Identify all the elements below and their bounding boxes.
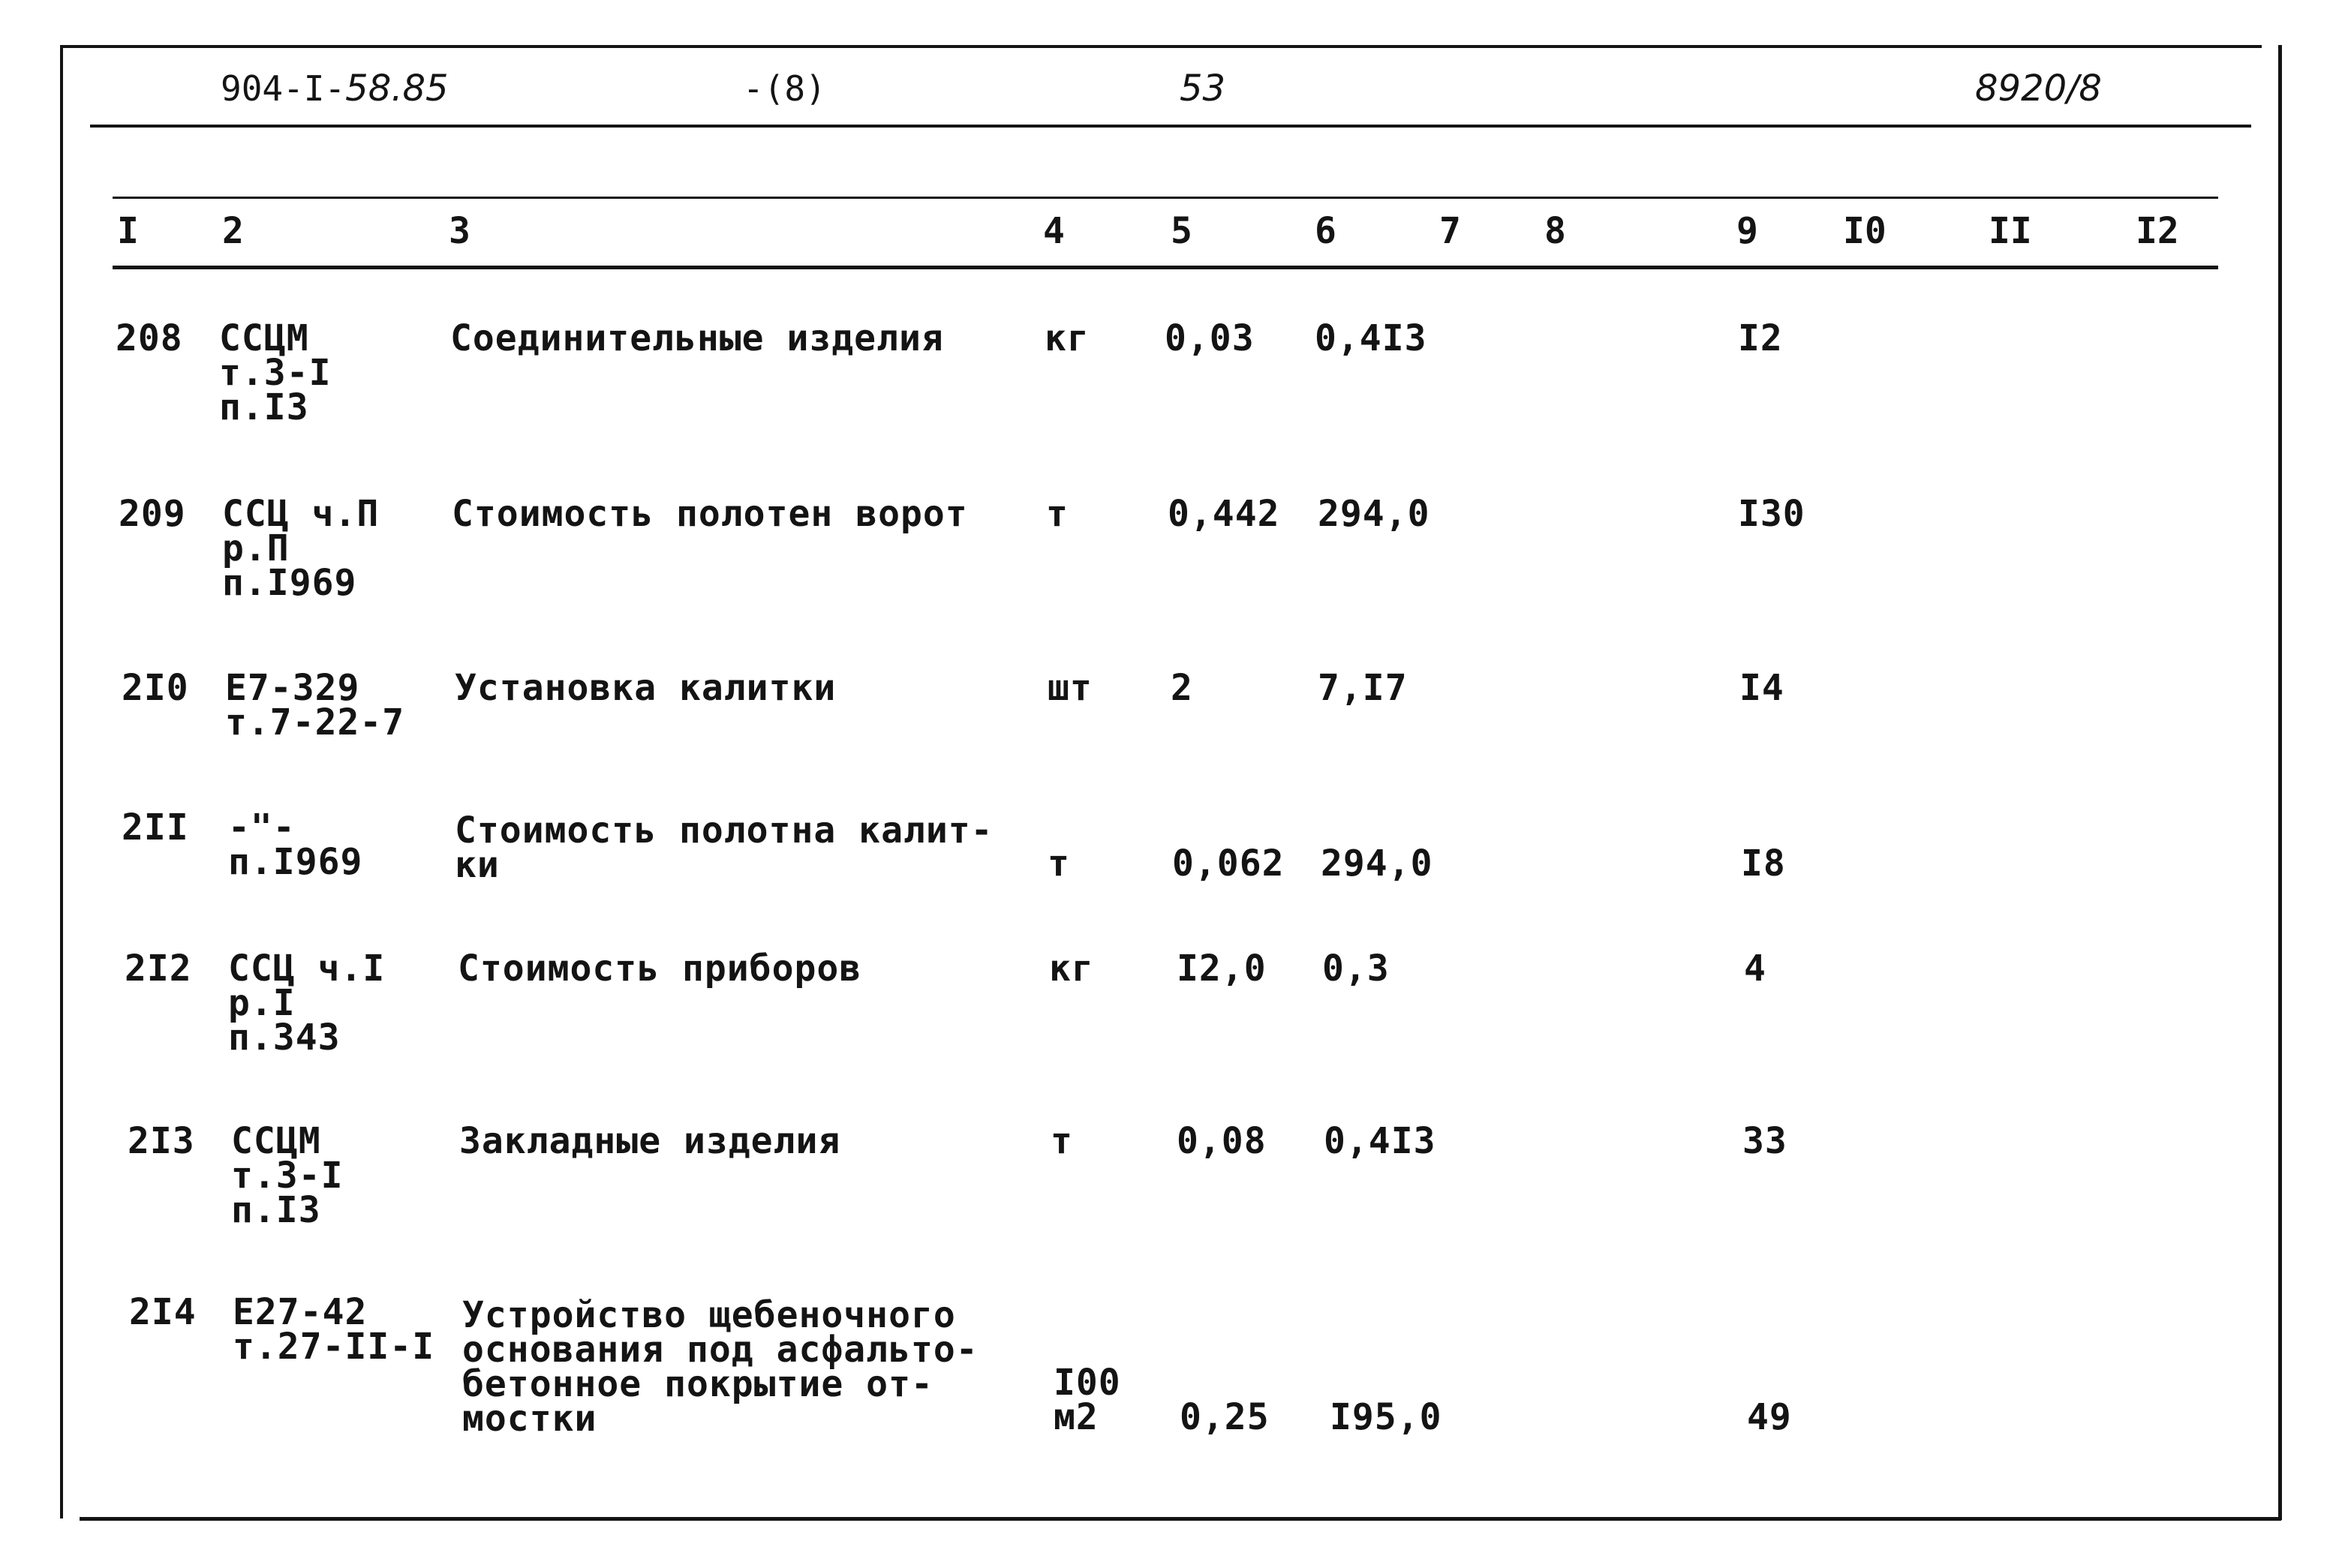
item-name [459,1120,841,1162]
column-number-1: I [117,210,139,252]
column-number-7: 7 [1439,210,1461,252]
row-number: 209 [119,493,186,535]
name-line: Стоимость полотен ворот [452,493,968,535]
unit-line: т [1051,1120,1073,1162]
reference-line: р.П [222,527,290,569]
quantity: 0,062 [1172,843,1285,885]
quantity: 0,03 [1165,317,1255,359]
stamp-underline [90,125,2251,128]
quantity: 2 [1171,667,1193,709]
price-reference [231,1120,344,1231]
column-number-2: 2 [222,210,244,252]
reference-line: т.3-I [231,1155,344,1197]
row-number: 2I4 [129,1291,197,1333]
unit [1046,493,1069,535]
unit-price: I95,0 [1330,1396,1442,1438]
unit-price: 294,0 [1318,493,1430,535]
document-code [221,68,449,110]
unit [1049,948,1094,990]
name-line: мостки [462,1398,597,1440]
document-code-prefix: 904-I- [221,68,346,109]
unit [1051,1120,1073,1162]
name-line: Закладные изделия [459,1120,841,1162]
item-name [462,1294,979,1440]
unit-line: кг [1045,317,1090,359]
reference-line: п.I3 [231,1189,321,1231]
column-number-5: 5 [1171,210,1192,252]
unit-price: 0,4I3 [1315,317,1427,359]
document-code-suffix: 58.85 [345,68,449,110]
reference-line: т.27-II-I [233,1326,435,1368]
column-number-3: 3 [449,210,471,252]
column-number-12: I2 [2136,210,2179,252]
row-number: 2II [122,807,189,849]
frame-top-border [60,45,2262,48]
name-line: Устройство щебеночного [462,1294,956,1336]
item-name [455,667,837,709]
total-cost: I4 [1739,667,1784,709]
reference-line: Е7-329 [225,667,360,709]
table-header-bottom-rule [113,266,2218,269]
column-number-4: 4 [1043,210,1065,252]
unit [1048,667,1093,709]
total-cost: I30 [1738,493,1805,535]
unit [1054,1362,1121,1438]
row-number: 2I3 [128,1120,195,1162]
unit-line: м2 [1054,1396,1099,1438]
name-line: Установка калитки [455,667,837,709]
reference-line: п.343 [228,1017,341,1059]
column-number-9: 9 [1736,210,1758,252]
unit-line: кг [1049,948,1094,990]
reference-line: р.I [228,982,296,1024]
price-reference [222,493,380,604]
row-number: 2I2 [125,948,192,990]
unit-price: 7,I7 [1318,667,1408,709]
unit-price: 294,0 [1321,843,1433,885]
column-number-10: I0 [1843,210,1887,252]
price-reference [228,807,363,883]
reference-line: т.7-22-7 [225,701,405,743]
frame-left-border [60,45,63,1518]
name-line: Стоимость приборов [458,948,862,990]
reference-line: Е27-42 [233,1291,368,1333]
reference-line: ССЦ ч.П [222,493,380,535]
table-header-top-rule [113,197,2218,199]
frame-bottom-border [80,1517,2281,1521]
price-reference [233,1291,435,1368]
quantity: 0,08 [1177,1120,1267,1162]
reference-line: -"- [228,807,296,849]
part-number: -(8) [743,68,826,109]
total-cost: I8 [1741,843,1786,885]
quantity: 0,25 [1180,1396,1270,1438]
row-number: 2I0 [122,667,189,709]
item-name [455,810,994,886]
total-cost: 49 [1747,1396,1792,1438]
unit-price: 0,4I3 [1324,1120,1436,1162]
reference-line: ССЦ ч.I [228,948,386,990]
reference-line: т.3-I [219,352,332,394]
name-line: Стоимость полотна калит- [455,810,994,852]
reference-line: п.I969 [228,841,363,883]
frame-right-border [2278,45,2282,1520]
unit-line: т [1048,843,1070,885]
total-cost: 33 [1742,1120,1787,1162]
archive-number: 8920/8 [1975,68,2102,110]
sheet-number: 53 [1180,68,1226,110]
name-line: Соединительные изделия [450,317,944,359]
unit [1048,843,1070,885]
item-name [452,493,968,535]
name-line: бетонное покрытие от- [462,1363,933,1405]
unit-price: 0,3 [1322,948,1390,990]
unit-line: I00 [1054,1362,1121,1404]
reference-line: п.I3 [219,386,309,428]
quantity: I2,0 [1177,948,1267,990]
reference-line: ССЦМ [219,317,309,359]
price-reference [225,667,405,743]
unit-line: т [1046,493,1069,535]
column-number-6: 6 [1315,210,1336,252]
name-line: основания под асфальто- [462,1329,979,1371]
price-reference [228,948,386,1059]
total-cost: 4 [1744,948,1766,990]
quantity: 0,442 [1168,493,1280,535]
column-number-8: 8 [1544,210,1566,252]
column-number-11: II [1989,210,2032,252]
row-number: 208 [116,317,183,359]
price-reference [219,317,332,428]
name-line: ки [455,844,500,886]
reference-line: п.I969 [222,562,357,604]
total-cost: I2 [1738,317,1783,359]
reference-line: ССЦМ [231,1120,321,1162]
unit [1045,317,1090,359]
item-name [458,948,862,990]
item-name [450,317,944,359]
unit-line: шт [1048,667,1093,709]
